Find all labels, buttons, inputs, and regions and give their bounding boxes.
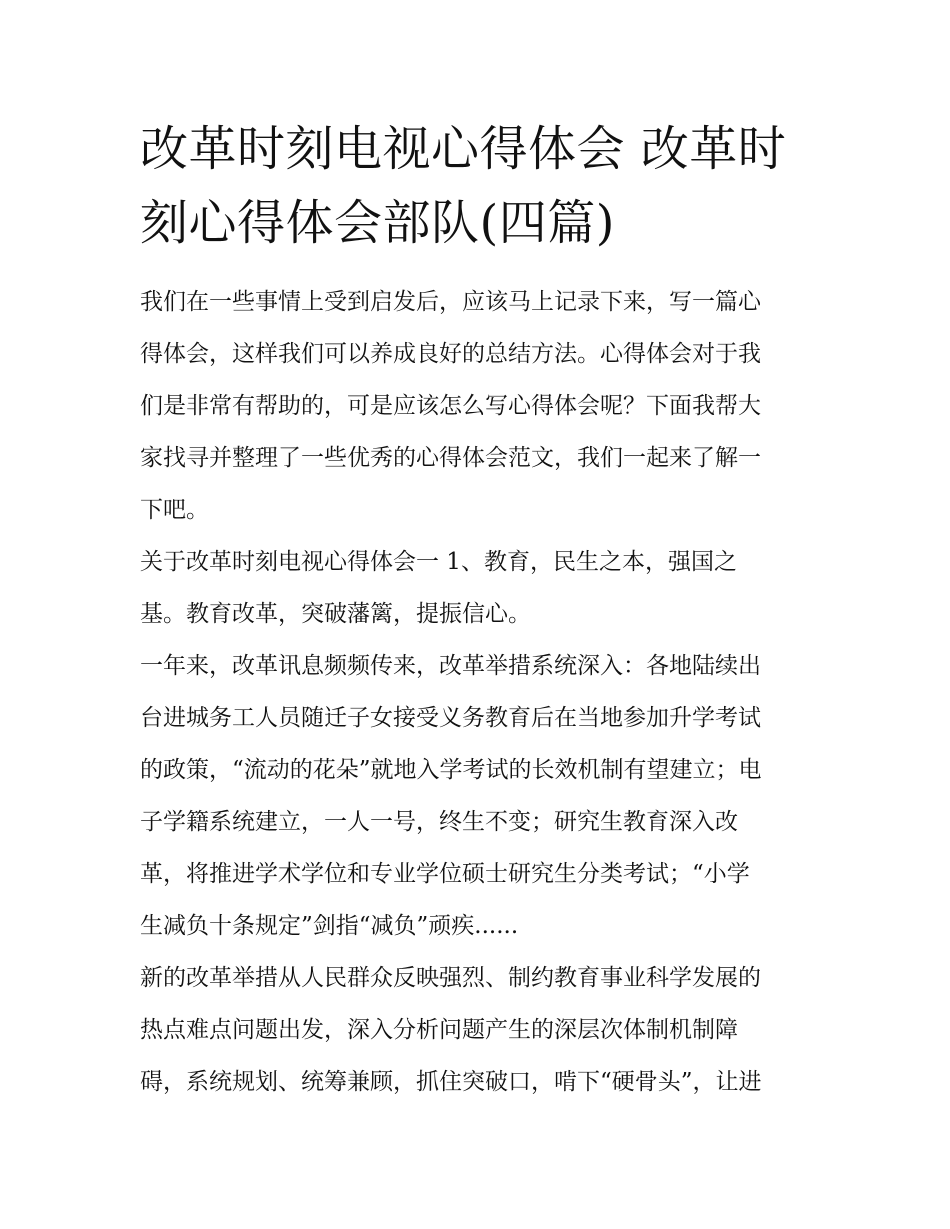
paragraph-intro: 我们在一些事情上受到启发后，应该马上记录下来，写一篇心 得体会，这样我们可以养成良好的总结方法。心得体会对于我 们是非常有帮助的，可是应该怎么写心得体会呢？下面我帮大 家找寻并整理了一些优秀的心得体会范文，我们一起来了解一 下吧。 <box>140 289 761 523</box>
document-title: 改革时刻电视心得体会 改革时 刻心得体会部队(四篇) <box>140 121 787 251</box>
paragraph-section-one: 关于改革时刻电视心得体会一 1、教育，民生之本，强国之 基。教育改革，突破藩篱，提振信心。 <box>140 549 737 627</box>
paragraph-new-measures: 新的改革举措从人民群众反映强烈、制约教育事业科学发展的 热点难点问题出发，深入分析问题产生的深层次体制机制障 碍，系统规划、统筹兼顾，抓住突破口，啃下“硬骨头”，让进 <box>140 965 762 1095</box>
document-body <box>140 276 820 1108</box>
paragraph-reform-news: 一年来，改革讯息频频传来，改革举措系统深入：各地陆续出 台进城务工人员随迁子女接受义务教育后在当地参加升学考试 的政策，“流动的花朵”就地入学考试的长效机制有望建立；电 子学籍系统建立，一人一号，终生不变；研究生教育深入改 革，将推进学术学位和专业学位硕士研究生分类考试；“小学 生减负十条规定”剑指“减负”顽疾...... <box>140 653 762 939</box>
